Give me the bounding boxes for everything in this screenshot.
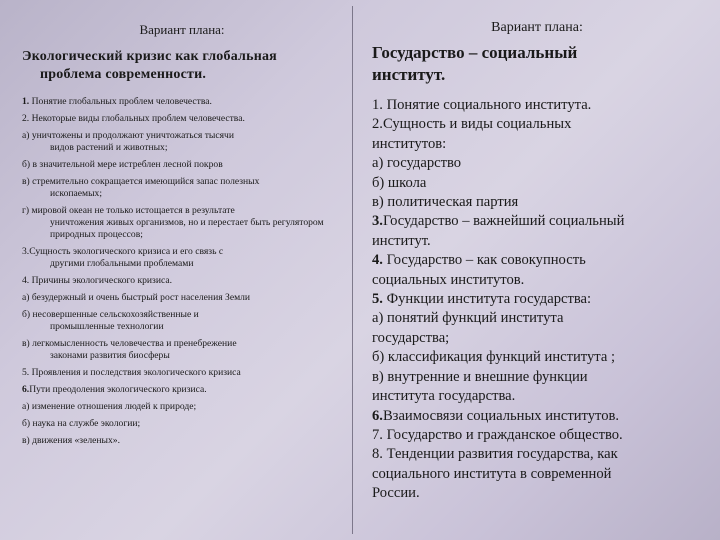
left-plan-item-text: б) в значительной мере истреблен лесной покров	[22, 159, 223, 170]
right-plan-item	[372, 193, 702, 212]
right-plan-item	[372, 290, 702, 309]
right-plan-item-text: института государства.	[372, 388, 516, 405]
right-plan-heading: Вариант плана:	[491, 20, 583, 35]
right-plan-item-text: в) внутренние и внешние функции	[372, 368, 588, 385]
left-plan-item	[22, 384, 342, 396]
right-plan-item-text: б) школа	[372, 174, 427, 191]
right-plan-item-number: 4.	[372, 252, 383, 269]
right-plan-item	[372, 251, 702, 270]
right-plan-item	[372, 368, 702, 387]
right-plan-item-text: 1. Понятие социального института.	[372, 97, 592, 113]
left-plan-item-continuation: промышленные технологии	[50, 321, 164, 332]
left-plan-item	[22, 159, 342, 171]
left-plan-item-text: б) несовершенные сельскохозяйственные и	[22, 309, 199, 320]
column-divider	[352, 6, 353, 534]
left-topic-line1: Экологический кризис как глобальная	[22, 49, 277, 64]
right-plan-item-text: государства;	[372, 329, 450, 346]
right-plan-item	[372, 484, 702, 503]
right-plan-item	[372, 115, 702, 134]
left-plan-item-text: 3.Сущность экологического кризиса и его связь с	[22, 246, 224, 257]
left-plan-item	[22, 113, 342, 125]
right-plan-item	[372, 154, 702, 173]
left-plan-item-text: а) уничтожены и продолжают уничтожаться тысячи	[22, 130, 235, 141]
right-plan-item	[372, 174, 702, 193]
right-plan-column	[372, 0, 702, 504]
left-plan-item-text: Пути преодоления экологического кризиса.	[29, 384, 207, 395]
left-plan-item-text: Понятие глобальных проблем человечества.	[29, 96, 212, 107]
right-plan-item-text: России.	[372, 485, 420, 502]
left-plan-item-text: а) безудержный и очень быстрый рост населения Земли	[22, 292, 251, 303]
left-topic-line2: проблема современности.	[40, 67, 207, 82]
left-plan-item-text: 2. Некоторые виды глобальных проблем человечества.	[22, 113, 245, 124]
left-plan-item	[22, 435, 342, 447]
left-plan-item-text: б) наука на службе экологии;	[22, 418, 141, 429]
right-plan-item	[372, 445, 702, 464]
left-plan-item-number: 6.	[22, 384, 30, 395]
right-plan-item	[372, 407, 702, 426]
right-plan-item-text: 8. Тенденции развития государства, как	[372, 446, 618, 463]
right-plan-item	[372, 348, 702, 367]
right-topic-line1: Государство – социальный	[372, 43, 578, 62]
right-plan-item-text: 7. Государство и гражданское общество.	[372, 426, 623, 443]
right-plan-item	[372, 96, 702, 115]
left-plan-item-text: в) движения «зеленых».	[22, 435, 120, 446]
left-plan-heading: Вариант плана:	[139, 22, 225, 37]
left-plan-item	[22, 176, 342, 200]
right-plan-item	[372, 426, 702, 445]
right-plan-item	[372, 465, 702, 484]
left-plan-item-text: г) мировой океан не только истощается в результате	[22, 205, 235, 216]
left-plan-item	[22, 205, 342, 241]
right-plan-item-text: Функции института государства:	[382, 291, 592, 308]
right-plan-item-text: б) классификация функций института ;	[372, 349, 616, 366]
right-plan-item-text: социального института в современной	[372, 465, 612, 482]
right-plan-item	[372, 232, 702, 251]
left-plan-item	[22, 130, 342, 154]
right-plan-item-text: Государство – важнейший социальный	[382, 213, 625, 230]
left-plan-item-continuation: уничтожения живых организмов, но и перестает быть регулятором природных процессов;	[50, 217, 324, 240]
left-plan-item	[22, 338, 342, 362]
left-plan-item	[22, 401, 342, 413]
right-plan-item-number: 3.	[372, 213, 383, 230]
left-plan-item-text: в) стремительно сокращается имеющийся запас полезных	[22, 176, 260, 187]
right-plan-item	[372, 135, 702, 154]
right-plan-item-text: институт.	[372, 232, 431, 249]
right-plan-item	[372, 387, 702, 406]
right-plan-item-text: в) политическая партия	[372, 194, 519, 211]
left-plan-item-continuation: ископаемых;	[50, 188, 102, 199]
left-plan-item-text: 4. Причины экологического кризиса.	[22, 275, 172, 286]
left-plan-column	[22, 0, 342, 452]
right-plan-items	[372, 96, 702, 504]
left-plan-item	[22, 292, 342, 304]
left-plan-item	[22, 246, 342, 270]
left-topic-title	[22, 48, 342, 84]
right-plan-item-text: Государство – как совокупность	[382, 252, 586, 269]
right-plan-item-text: а) государство	[372, 155, 462, 172]
left-plan-item	[22, 309, 342, 333]
right-plan-item-number: 5.	[372, 291, 383, 308]
right-plan-item-text: а) понятий функций института	[372, 310, 564, 327]
right-plan-item	[372, 309, 702, 328]
right-topic-title	[372, 42, 702, 86]
right-plan-item-text: 2.Сущность и виды социальных	[372, 116, 572, 133]
left-plan-item-continuation: другими глобальными проблемами	[50, 258, 194, 269]
right-plan-item-text: институтов:	[372, 135, 447, 152]
left-plan-item	[22, 367, 342, 379]
left-plan-items	[22, 96, 342, 447]
left-plan-item-text: в) легкомысленность человечества и пренебрежение	[22, 338, 237, 349]
right-plan-item	[372, 212, 702, 231]
right-topic-line2: институт.	[372, 65, 446, 84]
right-plan-item-text: Взаимосвязи социальных институтов.	[382, 407, 620, 424]
right-plan-item	[372, 329, 702, 348]
left-plan-item	[22, 275, 342, 287]
right-plan-item-text: социальных институтов.	[372, 271, 525, 288]
left-plan-item	[22, 418, 342, 430]
left-plan-item-continuation: законами развития биосферы	[50, 350, 170, 361]
left-plan-item-number: 1.	[22, 96, 30, 107]
right-plan-item	[372, 271, 702, 290]
right-plan-item-number: 6.	[372, 407, 383, 424]
left-plan-item-text: а) изменение отношения людей к природе;	[22, 401, 197, 412]
left-plan-item-text: 5. Проявления и последствия экологического кризиса	[22, 367, 241, 378]
left-plan-item-continuation: видов растений и животных;	[50, 142, 168, 153]
left-plan-item	[22, 96, 342, 108]
